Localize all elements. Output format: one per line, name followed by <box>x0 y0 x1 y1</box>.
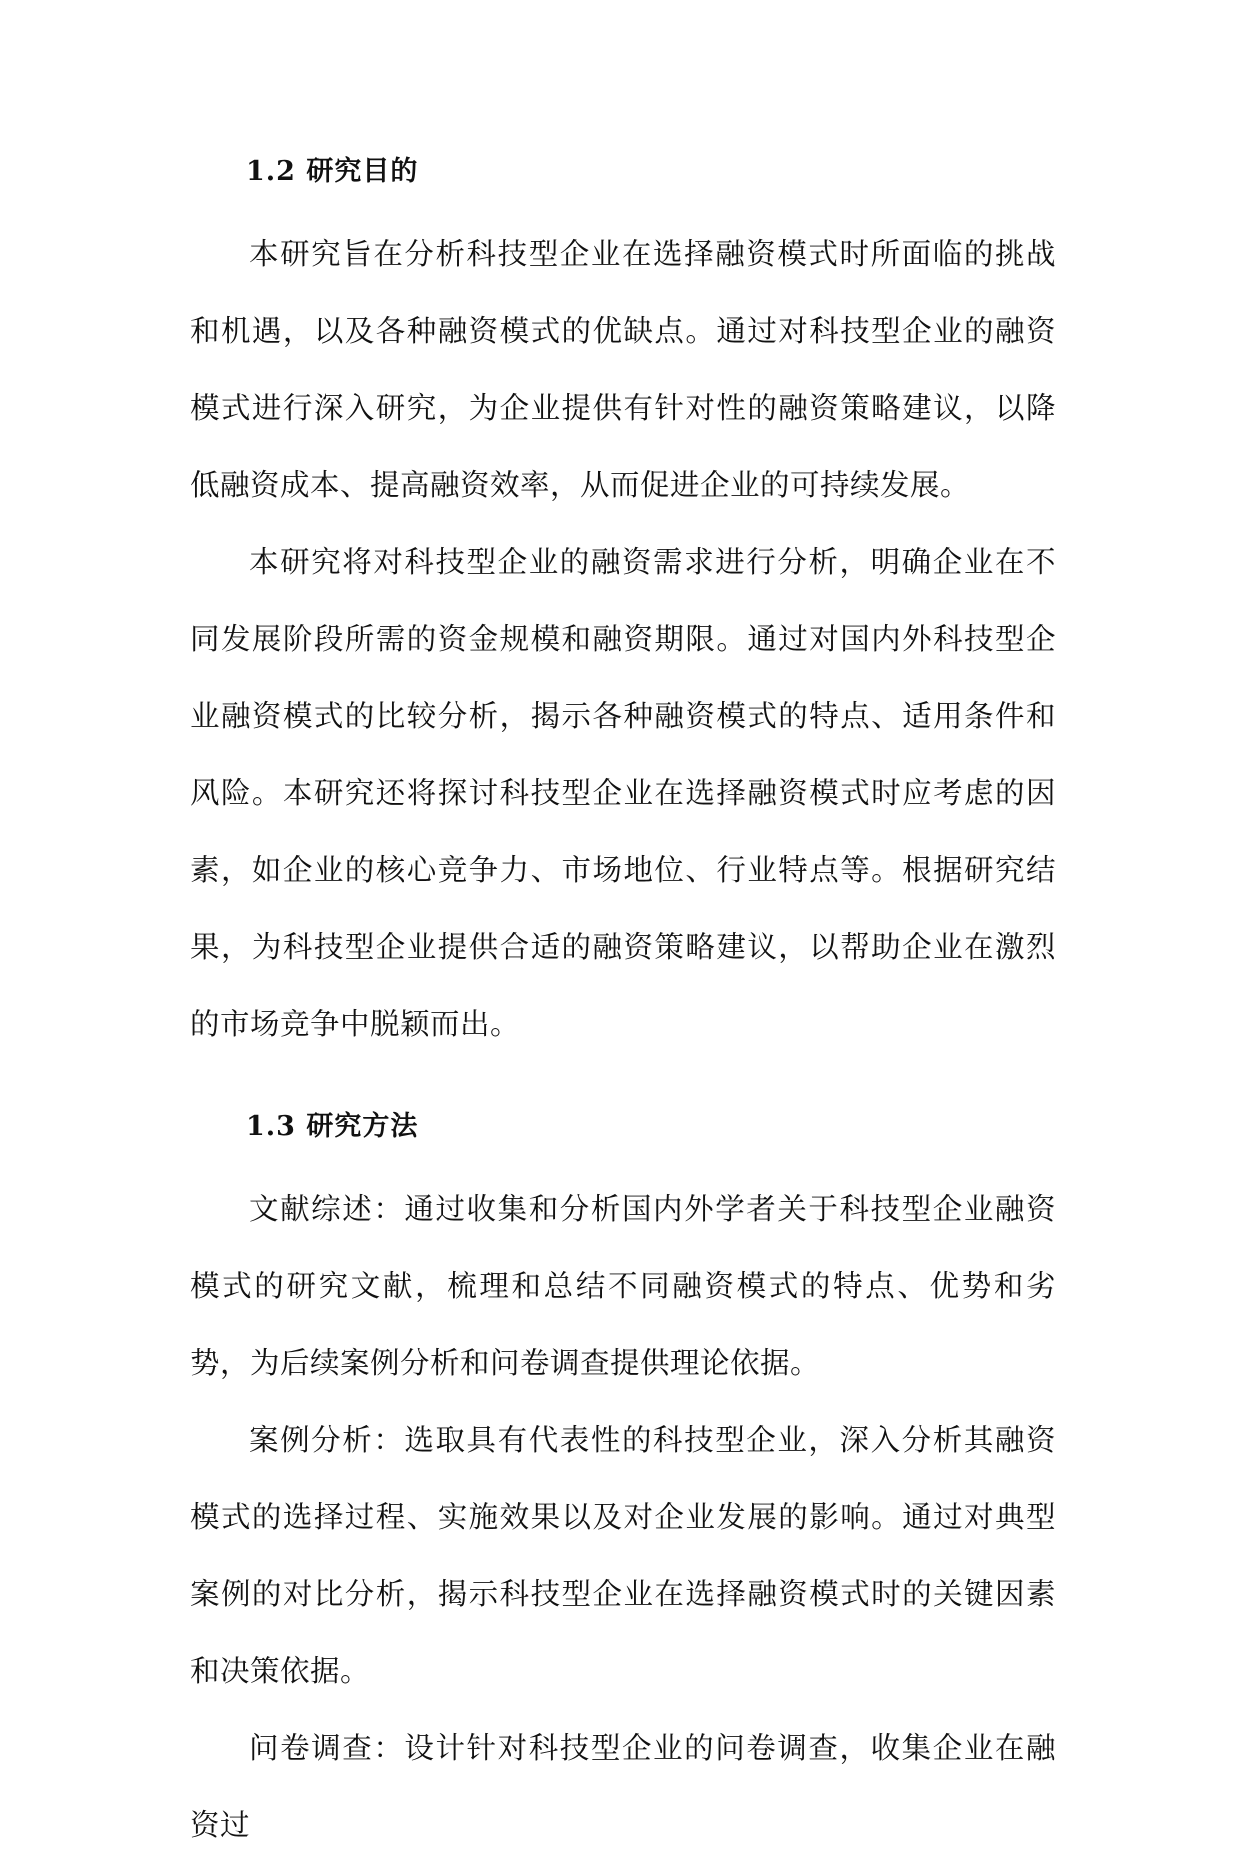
paragraph: 本研究旨在分析科技型企业在选择融资模式时所面临的挑战和机遇，以及各种融资模式的优缺点。通过对科技型企业的融资模式进行深入研究，为企业提供有针对性的融资策略建议，以降低融资成本、提高融资效率，从而促进企业的可持续发展。 <box>190 237 1056 502</box>
paragraph: 问卷调查：设计针对科技型企业的问卷调查，收集企业在融资过 <box>190 1731 1056 1842</box>
section-heading: 1.2 研究目的 <box>246 156 419 187</box>
document-page <box>190 148 1056 1864</box>
paragraph: 案例分析：选取具有代表性的科技型企业，深入分析其融资模式的选择过程、实施效果以及对企业发展的影响。通过对典型案例的对比分析，揭示科技型企业在选择融资模式时的关键因素和决策依据。 <box>190 1423 1056 1688</box>
section-research-methods <box>190 1103 1056 1864</box>
paragraph: 文献综述：通过收集和分析国内外学者关于科技型企业融资模式的研究文献，梳理和总结不同融资模式的特点、优势和劣势，为后续案例分析和问卷调查提供理论依据。 <box>190 1192 1056 1380</box>
section-research-purpose <box>190 148 1056 1063</box>
section-heading: 1.3 研究方法 <box>246 1111 419 1142</box>
paragraph: 本研究将对科技型企业的融资需求进行分析，明确企业在不同发展阶段所需的资金规模和融资期限。通过对国内外科技型企业融资模式的比较分析，揭示各种融资模式的特点、适用条件和风险。本研究还将探讨科技型企业在选择融资模式时应考虑的因素，如企业的核心竞争力、市场地位、行业特点等。根据研究结果，为科技型企业提供合适的融资策略建议，以帮助企业在激烈的市场竞争中脱颖而出。 <box>190 545 1056 1041</box>
